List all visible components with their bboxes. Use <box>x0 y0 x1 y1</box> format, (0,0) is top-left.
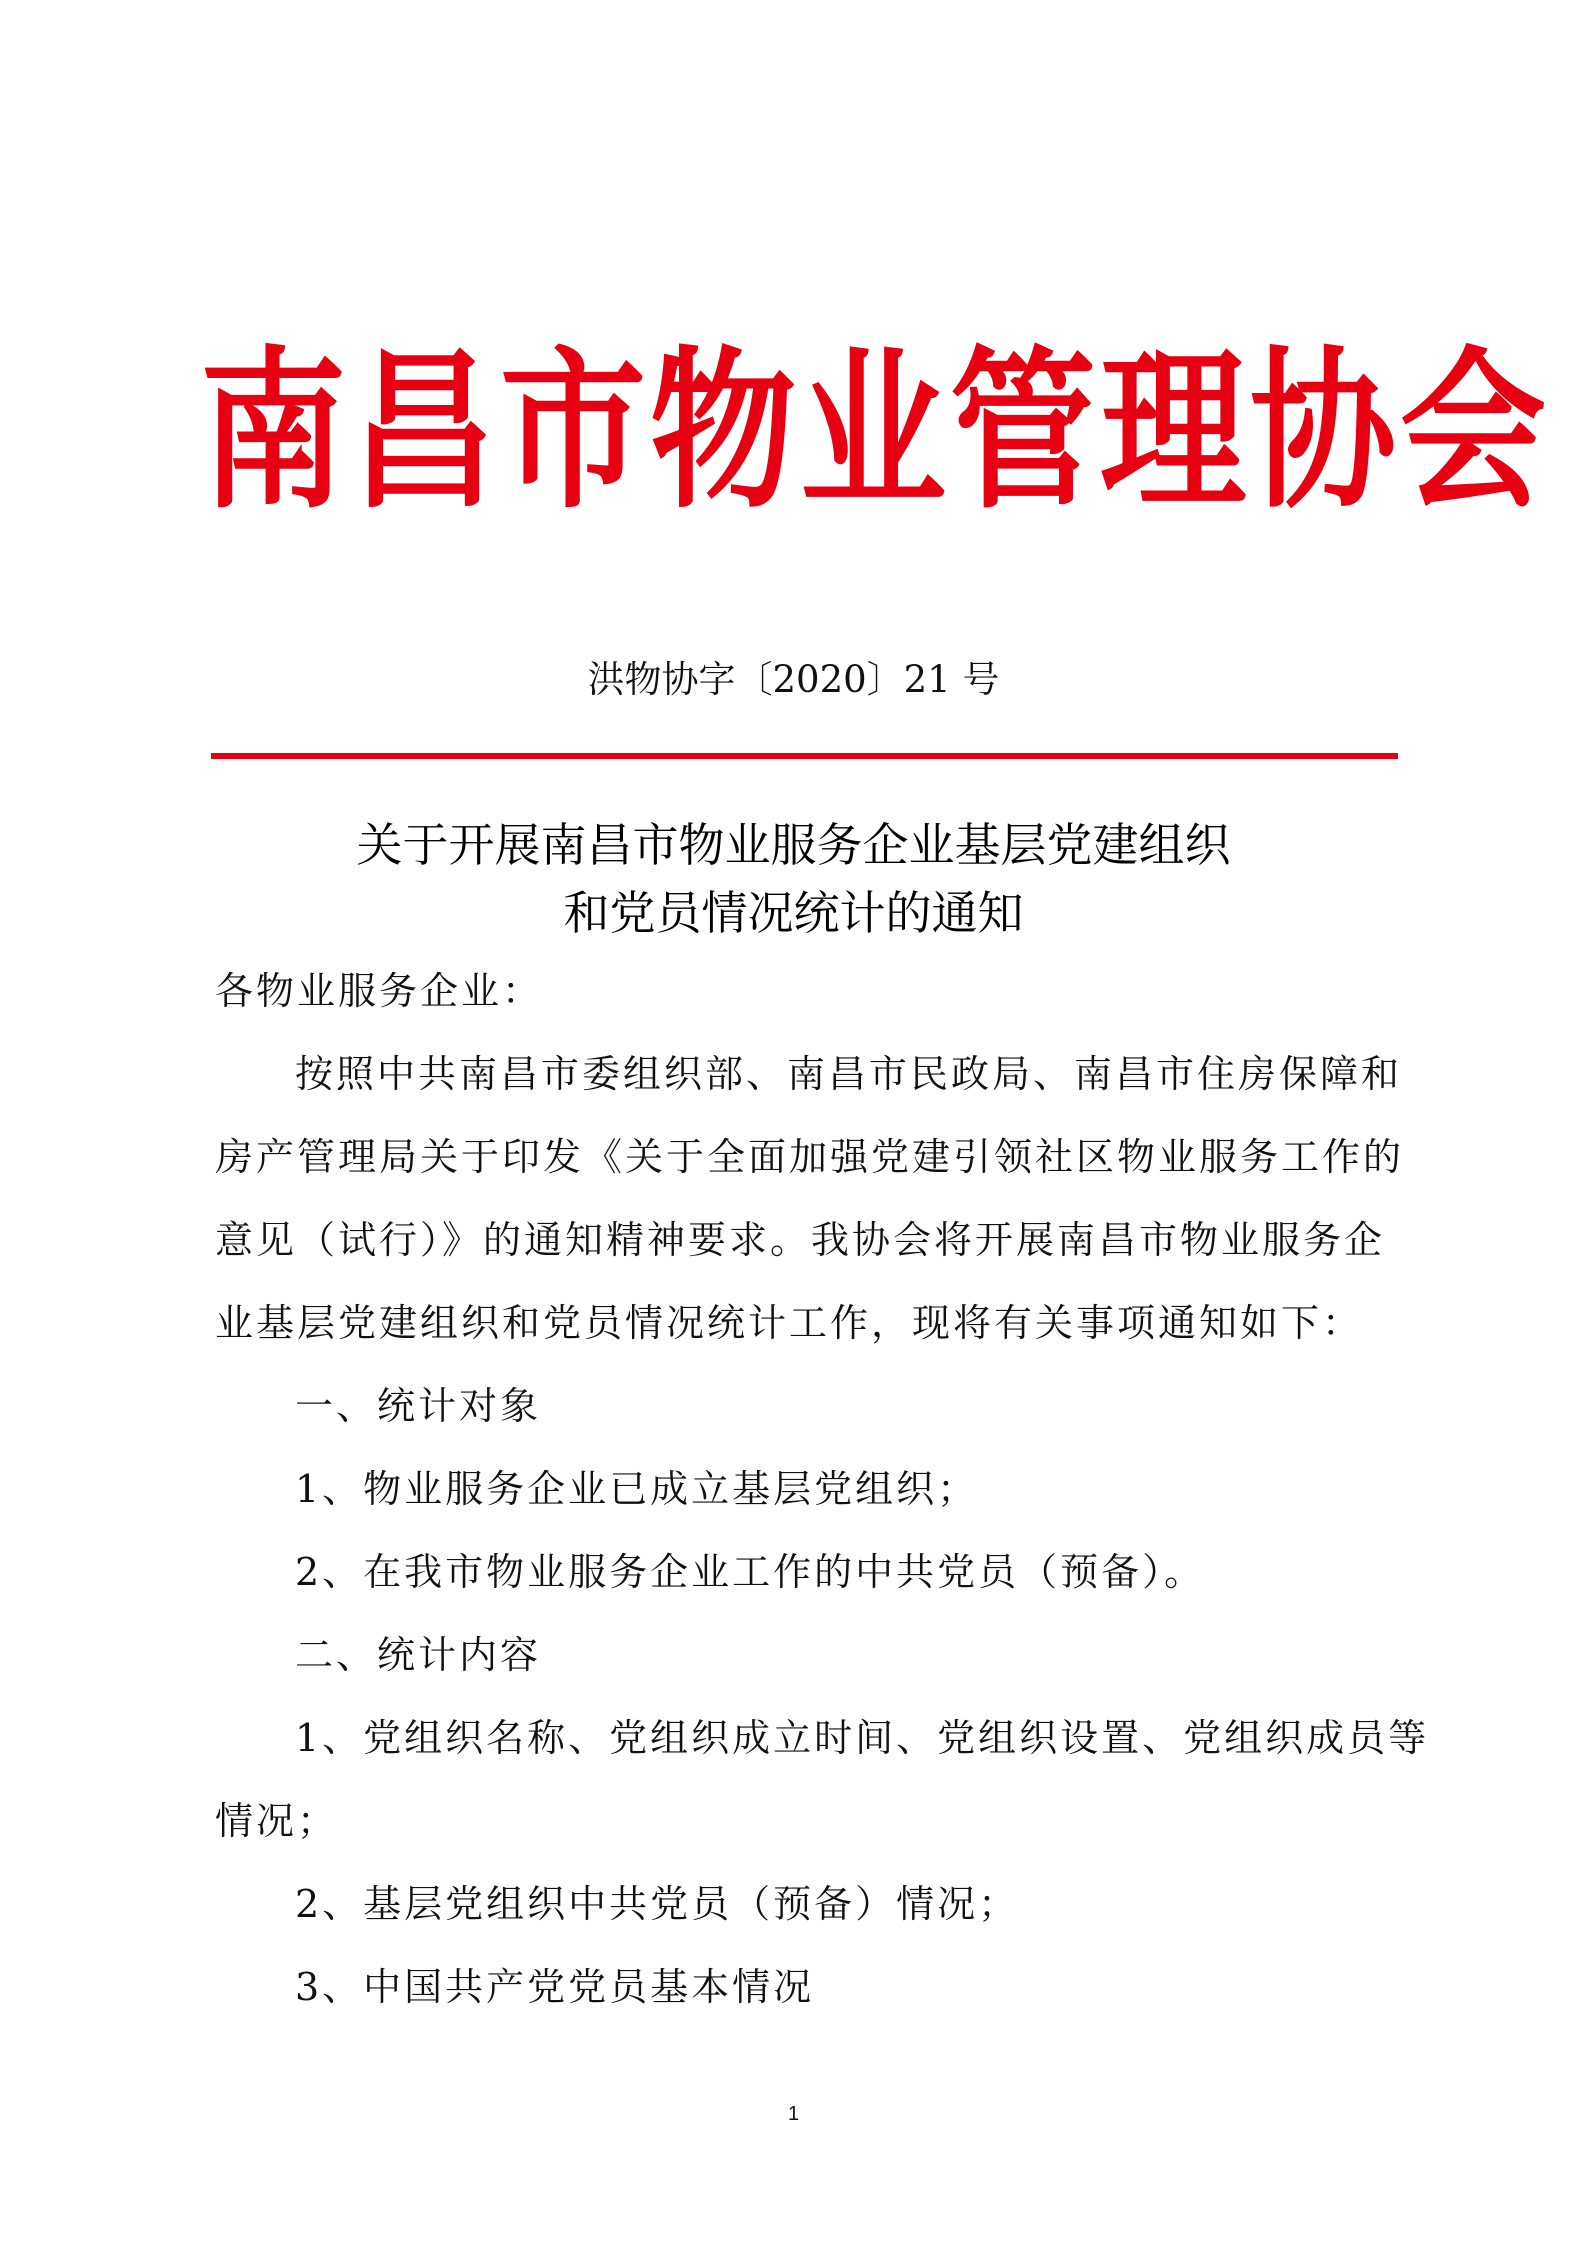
section-heading: 二、统计内容 <box>295 1633 542 1677</box>
list-item: 2、在我市物业服务企业工作的中共党员（预备）。 <box>295 1550 1206 1594</box>
page-number: 1 <box>787 2103 800 2125</box>
body-line: 意见（试行）》的通知精神要求。我协会将开展南昌市物业服务企 <box>215 1218 1386 1262</box>
document-number: 洪物协字〔2020〕21 号 <box>587 658 1000 701</box>
salutation: 各物业服务企业： <box>215 969 544 1013</box>
letterhead-organization-title: 南昌市物业管理协会 <box>200 331 1550 533</box>
list-item: 2、基层党组织中共党员（预备）情况； <box>295 1882 1020 1926</box>
notice-title-line-1: 关于开展南昌市物业服务企业基层党建组织 <box>356 818 1231 872</box>
notice-title-line-2: 和党员情况统计的通知 <box>563 886 1024 940</box>
letterhead-red-rule <box>211 753 1398 759</box>
section-heading: 一、统计对象 <box>295 1384 542 1428</box>
body-line: 房产管理局关于印发《关于全面加强党建引领社区物业服务工作的 <box>215 1135 1405 1179</box>
body-line: 按照中共南昌市委组织部、南昌市民政局、南昌市住房保障和 <box>295 1052 1403 1096</box>
list-item: 1、物业服务企业已成立基层党组织； <box>295 1467 979 1511</box>
list-item-continuation: 情况； <box>215 1799 339 1843</box>
body-line: 业基层党建组织和党员情况统计工作，现将有关事项通知如下： <box>215 1301 1364 1345</box>
list-item: 1、党组织名称、党组织成立时间、党组织设置、党组织成员等 <box>295 1716 1430 1760</box>
list-item: 3、中国共产党党员基本情况 <box>295 1965 815 2009</box>
